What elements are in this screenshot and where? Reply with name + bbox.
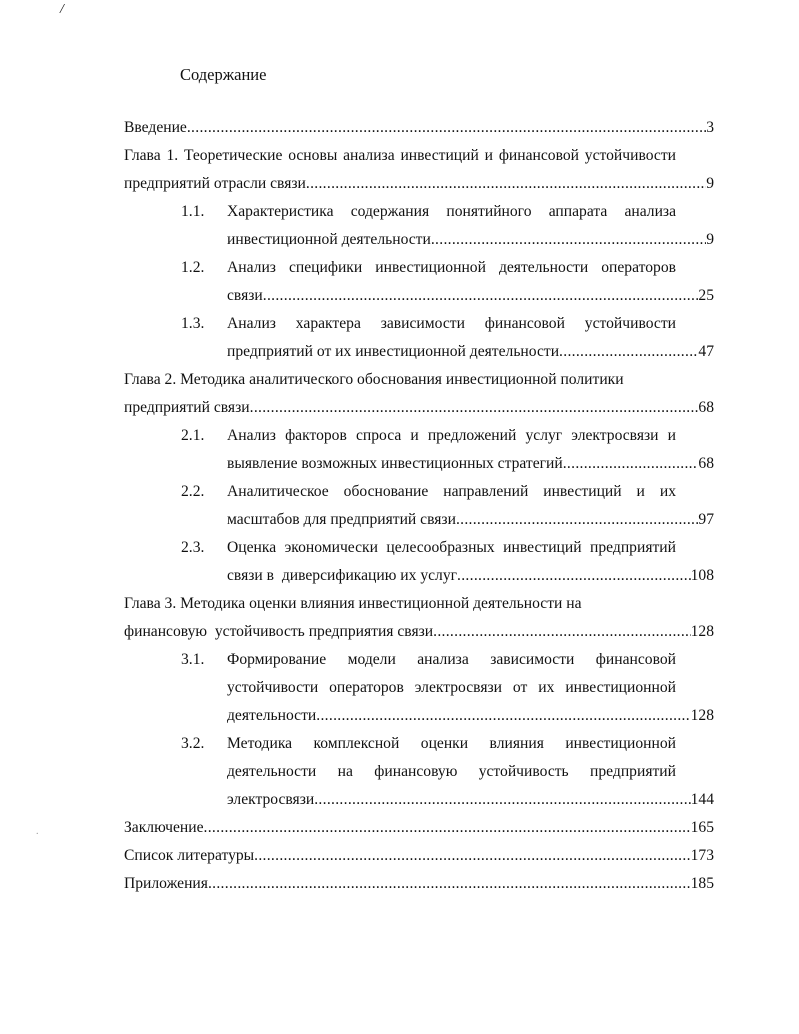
dot-leader bbox=[563, 450, 699, 478]
toc-entry-label: предприятий отрасли связи bbox=[124, 175, 306, 192]
dot-leader bbox=[208, 870, 691, 898]
section-3-2-title-cont[interactable]: деятельности на финансовую устойчивость предприятий bbox=[227, 763, 676, 780]
section-1-2-entry[interactable] bbox=[227, 282, 714, 310]
toc-entry-label: Заключение bbox=[124, 819, 204, 836]
section-1-1-entry[interactable] bbox=[227, 226, 714, 254]
section-3-1-title[interactable]: Формирование модели анализа зависимости финансовой bbox=[227, 651, 676, 668]
toc-entry-appendices[interactable] bbox=[124, 870, 714, 898]
section-number: 2.1. bbox=[181, 427, 205, 444]
section-2-3-entry[interactable] bbox=[227, 562, 714, 590]
section-number: 1.2. bbox=[181, 259, 205, 276]
section-3-1-title-cont[interactable]: устойчивости операторов электросвязи от их инвестиционной bbox=[227, 679, 676, 696]
page-number: 108 bbox=[690, 567, 714, 584]
dot-leader bbox=[457, 562, 691, 590]
section-1-3-entry[interactable] bbox=[227, 338, 714, 366]
section-3-1-entry[interactable] bbox=[227, 702, 714, 730]
dot-leader bbox=[314, 786, 690, 814]
page-number: 128 bbox=[690, 707, 714, 724]
page-number: 25 bbox=[698, 287, 714, 304]
page-number: 185 bbox=[690, 875, 714, 892]
toc-entry-label: электросвязи bbox=[227, 791, 315, 808]
page-number: 97 bbox=[698, 511, 714, 528]
section-number: 1.3. bbox=[181, 315, 205, 332]
toc-entry-label: инвестиционной деятельности bbox=[227, 231, 431, 248]
toc-entry-label: Список литературы bbox=[124, 847, 255, 864]
dot-leader bbox=[316, 702, 690, 730]
section-3-2-title[interactable]: Методика комплексной оценки влияния инвестиционной bbox=[227, 735, 676, 752]
page-number: 9 bbox=[706, 175, 714, 192]
dot-leader bbox=[187, 114, 706, 142]
toc-entry-label: деятельности bbox=[227, 707, 317, 724]
toc-entry-label: связи в диверсификацию их услуг bbox=[227, 567, 458, 584]
toc-entry-label: Введение bbox=[124, 119, 187, 136]
section-number: 3.2. bbox=[181, 735, 205, 752]
toc-entry-label: Глава 3. Методика оценки влияния инвестиционной деятельности на bbox=[124, 595, 582, 612]
dot-leader bbox=[263, 282, 699, 310]
dot-leader bbox=[204, 814, 691, 842]
section-2-2-entry[interactable] bbox=[227, 506, 714, 534]
dot-leader bbox=[431, 226, 706, 254]
toc-entry-intro[interactable] bbox=[124, 114, 714, 142]
toc-entry-conclusion[interactable] bbox=[124, 814, 714, 842]
section-number: 2.2. bbox=[181, 483, 205, 500]
dot-leader bbox=[254, 842, 690, 870]
page-number: 128 bbox=[690, 623, 714, 640]
section-1-2-title[interactable]: Анализ специфики инвестиционной деятельности операторов bbox=[227, 259, 676, 276]
chapter-2-title[interactable] bbox=[124, 366, 676, 394]
dot-leader bbox=[433, 618, 690, 646]
toc-entry-label: предприятий от их инвестиционной деятельности bbox=[227, 343, 560, 360]
section-2-1-entry[interactable] bbox=[227, 450, 714, 478]
margin-mark: . bbox=[36, 826, 39, 837]
toc-entry-label: предприятий связи bbox=[124, 399, 250, 416]
section-1-1-title[interactable]: Характеристика содержания понятийного аппарата анализа bbox=[227, 203, 676, 220]
page-number: 3 bbox=[706, 119, 714, 136]
chapter-1-entry[interactable] bbox=[124, 170, 714, 198]
section-2-3-title[interactable]: Оценка экономически целесообразных инвестиций предприятий bbox=[227, 539, 676, 556]
toc-entry-label: финансовую устойчивость предприятия связи bbox=[124, 623, 434, 640]
chapter-1-title[interactable]: Глава 1. Теоретические основы анализа инвестиций и финансовой устойчивости bbox=[124, 147, 676, 164]
toc-entry-label: связи bbox=[227, 287, 263, 304]
dot-leader bbox=[306, 170, 706, 198]
page-number: 68 bbox=[698, 399, 714, 416]
section-1-3-title[interactable]: Анализ характера зависимости финансовой устойчивости bbox=[227, 315, 676, 332]
section-number: 2.3. bbox=[181, 539, 205, 556]
dot-leader bbox=[559, 338, 698, 366]
chapter-3-title[interactable] bbox=[124, 590, 676, 618]
toc-entry-label: масштабов для предприятий связи bbox=[227, 511, 456, 528]
page-number: 47 bbox=[698, 343, 714, 360]
toc-entry-label: Глава 2. Методика аналитического обоснования инвестиционной политики bbox=[124, 371, 624, 388]
page-number: 68 bbox=[698, 455, 714, 472]
dot-leader bbox=[456, 506, 698, 534]
corner-mark: / bbox=[60, 2, 64, 17]
page-number: 144 bbox=[690, 791, 714, 808]
section-3-2-entry[interactable] bbox=[227, 786, 714, 814]
page-number: 165 bbox=[690, 819, 714, 836]
section-2-1-title[interactable]: Анализ факторов спроса и предложений услуг электросвязи и bbox=[227, 427, 676, 444]
section-number: 1.1. bbox=[181, 203, 205, 220]
toc-entry-label: Приложения bbox=[124, 875, 208, 892]
chapter-2-entry[interactable] bbox=[124, 394, 714, 422]
dot-leader bbox=[250, 394, 699, 422]
toc-entry-label: выявление возможных инвестиционных стратегий bbox=[227, 455, 563, 472]
toc-entry-references[interactable] bbox=[124, 842, 714, 870]
section-2-2-title[interactable]: Аналитическое обоснование направлений инвестиций и их bbox=[227, 483, 676, 500]
chapter-3-entry[interactable] bbox=[124, 618, 714, 646]
page-title: Содержание bbox=[180, 65, 267, 84]
section-number: 3.1. bbox=[181, 651, 205, 668]
page-number: 9 bbox=[706, 231, 714, 248]
page-number: 173 bbox=[690, 847, 714, 864]
